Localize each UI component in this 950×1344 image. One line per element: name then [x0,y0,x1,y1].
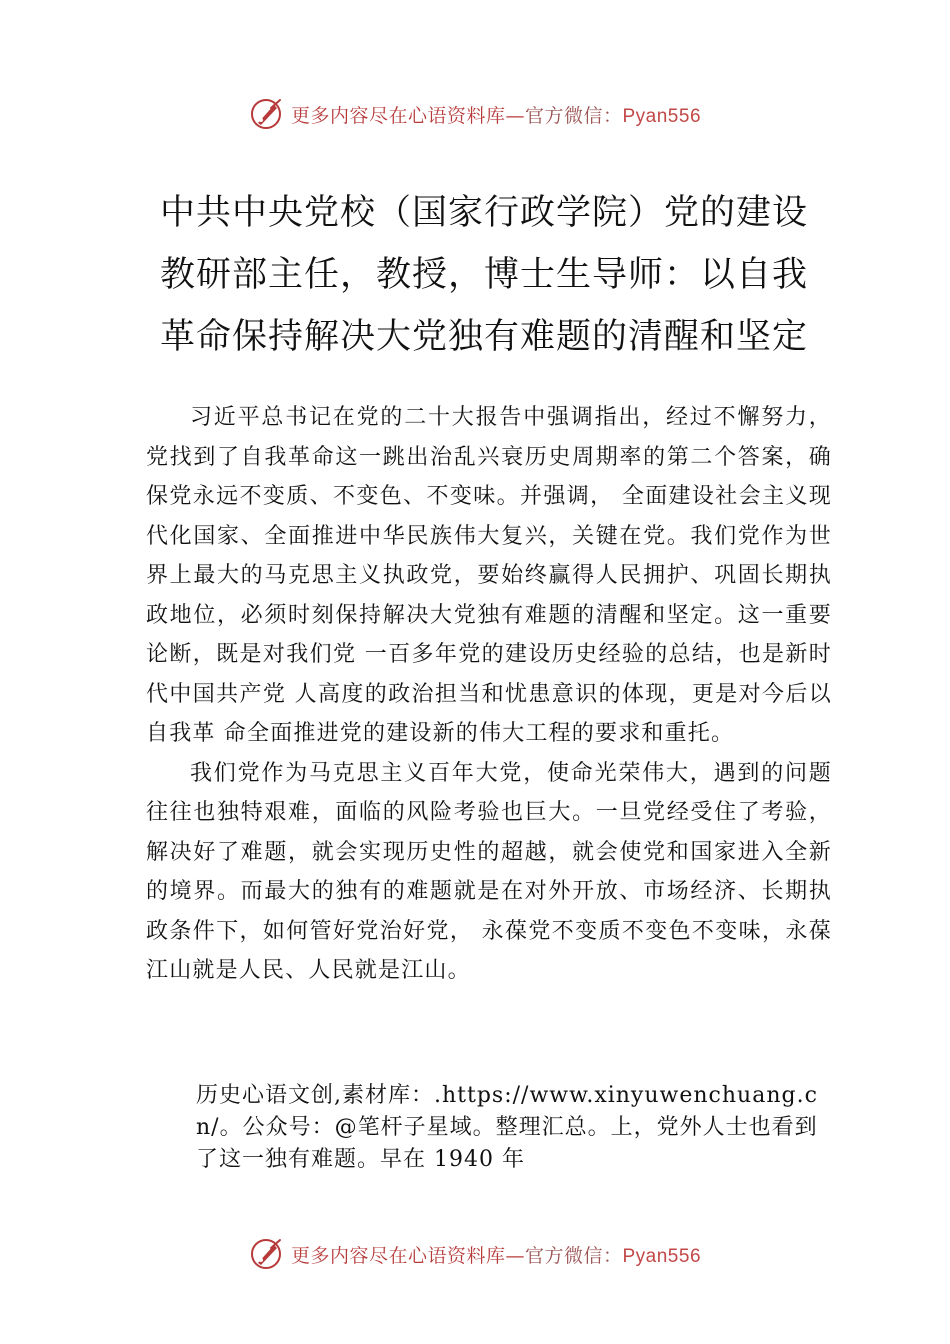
banner-text [291,101,701,128]
title-line: 革命保持解决大党独有难题的清醒和坚定 [160,317,809,357]
article-body [146,398,832,991]
banner-wechat-label: 官方微信： [524,1244,623,1267]
quill-pen-seal-icon [249,1236,285,1272]
source-note: 历史心语文创,素材库：.https://www.xinyuwenchuang.cn/。公众号：@笔杆子星域。整理汇总。上，党外人士也看到了这一独有难题。早在 1940 年 [196,1083,818,1172]
header-watermark-banner [0,92,950,136]
banner-wechat-label: 官方微信： [524,104,623,127]
paragraph: 习近平总书记在党的二十大报告中强调指出，经过不懈努力，党找到了自我革命这一跳出治乱兴衰历史周期率的第二个答案，确保党永远不变质、不变色、不变味。并强调， 全面建设社会主义现代化国家、全面推进中华民族伟大复兴，关键在党。我们党作为世界上最大的马克思主义执政党，要始终赢得人民拥护、巩固长期执政地位，必须时刻保持解决大党独有难题的清醒和坚定。这一重要论断，既是对我们党 一百多年党的建设历史经验的总结，也是新时代中国共产党 人高度的政治担当和忧患意识的体现，更是对今后以自我革 命全面推进党的建设新的伟大工程的要求和重托。 [146,405,832,746]
footer-watermark-banner [0,1232,950,1276]
banner-promo-text: 更多内容尽在心语资料库— [290,1244,525,1267]
banner-text [291,1241,701,1268]
title-line: 中共中央党校（国家行政学院）党的建设 [160,193,809,233]
title-line: 教研部主任，教授，博士生导师：以自我 [160,255,809,295]
paragraph: 我们党作为马克思主义百年大党，使命光荣伟大，遇到的问题往往也独特艰难，面临的风险考验也巨大。一旦党经受住了考验，解决好了难题，就会实现历史性的超越，就会使党和国家进入全新的境界。而最大的独有的难题就是在对外开放、市场经济、长期执政条件下，如何管好党治好党， 永葆党不变质不变色不变味，永葆江山就是人民、人民就是江山。 [146,760,832,983]
document-title [160,182,809,368]
banner-wechat-id: Pyan556 [622,1245,702,1267]
banner-wechat-id: Pyan556 [622,105,702,127]
banner-promo-text: 更多内容尽在心语资料库— [290,104,525,127]
quill-pen-seal-icon [249,96,285,132]
